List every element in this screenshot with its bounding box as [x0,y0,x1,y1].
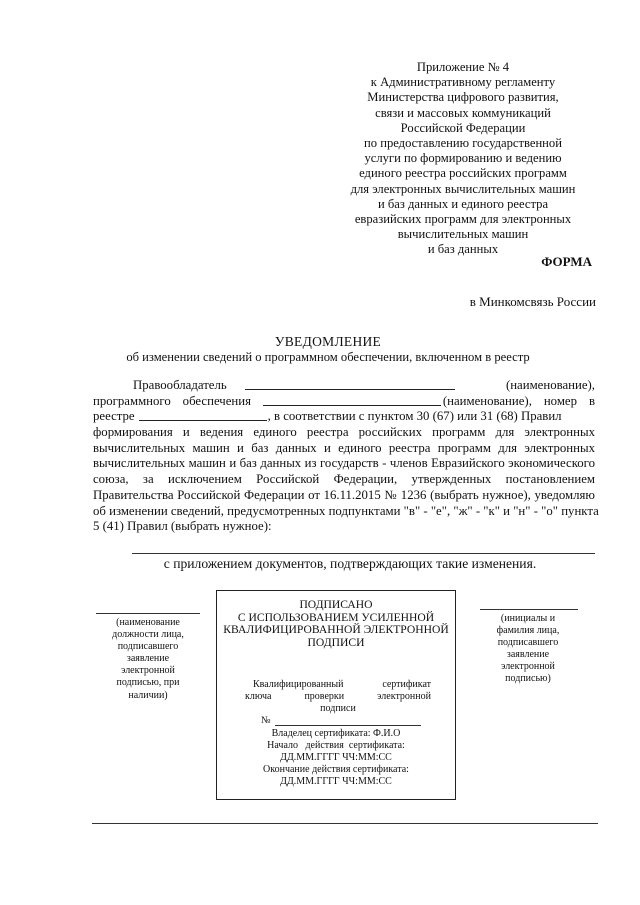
attachments-note: с приложением документов, подтверждающих такие изменения. [163,556,537,571]
certificate-end-value: ДД.ММ.ГГГГ ЧЧ:ММ:СС [280,775,392,787]
appendix-line: единого реестра российских программ [359,166,567,181]
body-line: вычислительных машин и баз данных и единого реестра программ для электронных [93,440,595,455]
certificate-owner: Владелец сертификата: Ф.И.О [271,728,401,739]
signer-name-note [472,613,584,686]
rightholder-name-field[interactable] [245,378,455,390]
certificate-end-label: Окончание действия сертификата: [263,763,409,775]
number-label: номер [543,393,578,408]
bottom-divider [92,823,598,824]
appendix-line: вычислительных машин [397,227,529,242]
cert-line: подписи [320,703,356,714]
note-line: фамилия лица, [496,625,560,637]
note-line: заявление [126,653,170,665]
appendix-line: услуги по формированию и ведению [364,151,562,166]
document-subtitle: об изменении сведений о программном обеспечении, включенном в реестр [126,350,530,364]
signature-heading-line: С ИСПОЛЬЗОВАНИЕМ УСИЛЕННОЙ [237,610,435,624]
form-label: ФОРМА [541,254,592,269]
note-line: электронной [501,661,555,673]
certificate-start-value: ДД.ММ.ГГГГ ЧЧ:ММ:СС [280,751,392,763]
note-line: подписью, при [116,677,180,689]
body-line: вычислительных машин и баз данных из государств - членов Евразийского экономического [93,456,595,471]
note-line: подписавшего [497,637,559,649]
appendix-line: для электронных вычислительных машин [350,181,576,196]
notification-body [93,378,599,535]
appendix-line: и баз данных и единого реестра [377,196,549,211]
document-title: УВЕДОМЛЕНИЕ [274,334,382,349]
body-line: союза, за исключением Российской Федерации, утвержденных постановлением [93,472,595,487]
signature-heading-line: ПОДПИСИ [307,635,365,649]
cert-word: ключа [245,691,272,702]
note-line: электронной [121,665,175,677]
appendix-line: по предоставлению государственной [364,136,562,151]
appendix-line: связи и массовых коммуникаций [375,105,551,120]
note-line: заявление [506,649,550,661]
body-line: Правительства Российской Федерации от 16.11.2015 № 1236 (выбрать нужное), уведомляю [93,487,595,502]
rightholder-hint: (наименование), [505,378,595,392]
cert-word: электронной [377,691,431,702]
changes-fill-line[interactable] [132,553,595,554]
software-hint: (наименование), [442,393,532,408]
note-line: (инициалы и [500,613,556,624]
software-label-part: обеспечения [182,393,251,408]
appendix-line: Министерства цифрового развития, [367,90,559,105]
certificate-description [245,679,431,715]
appendix-line: и баз данных [427,242,499,257]
certificate-details [217,728,455,788]
software-name-field[interactable] [263,394,441,406]
certificate-number [261,715,421,726]
appendix-header [338,60,588,258]
software-label-part: программного [93,393,171,408]
appendix-line: к Административному регламенту [370,75,556,90]
note-line: подписавшего [117,641,179,653]
note-line: должности лица, [112,629,184,641]
appendix-line: евразийских программ для электронных [354,212,572,227]
cert-word: Квалифицированный [253,679,344,690]
in-label: в [588,393,595,408]
registry-text: , в соответствии с пунктом 30 (67) или 31 (68) Правил [267,409,562,424]
body-line: формирования и ведения единого реестра российских программ для электронных [93,425,595,440]
body-line: об изменении сведений, предусмотренных подпунктами "в" - "е", "ж" - "к" и "н" - "о" пункта [93,503,599,518]
rightholder-label: Правообладатель [133,378,227,392]
registry-label: реестре [93,409,135,424]
note-line: наличии) [128,689,168,701]
addressee: в Минкомсвязь России [469,294,596,309]
certificate-start-label: Начало действия сертификата: [267,739,405,751]
cert-word: проверки [304,691,345,702]
signature-heading [217,599,455,649]
note-line: (наименование [116,617,180,628]
signature-heading-line: КВАЛИФИЦИРОВАННОЙ ЭЛЕКТРОННОЙ [223,623,449,637]
body-line-registry [93,409,595,425]
appendix-line: Приложение № 4 [416,60,510,74]
position-note [92,617,204,702]
cert-line [245,691,431,703]
appendix-line: Российской Федерации [400,120,526,135]
registry-number-field[interactable] [139,409,267,421]
signature-heading-line: ПОДПИСАНО [299,598,373,611]
cert-line [245,679,431,691]
cert-word: сертификат [382,679,431,690]
body-line-last: 5 (41) Правил (выбрать нужное): [93,519,272,534]
note-line: подписью) [505,673,551,685]
number-sign: № [261,715,271,726]
certificate-number-field[interactable] [275,716,421,726]
electronic-signature-stamp [216,590,456,800]
position-signature-line[interactable] [96,613,200,614]
name-signature-line[interactable] [480,609,578,610]
body-line-rightholder [93,378,595,394]
body-line-software [93,394,595,410]
